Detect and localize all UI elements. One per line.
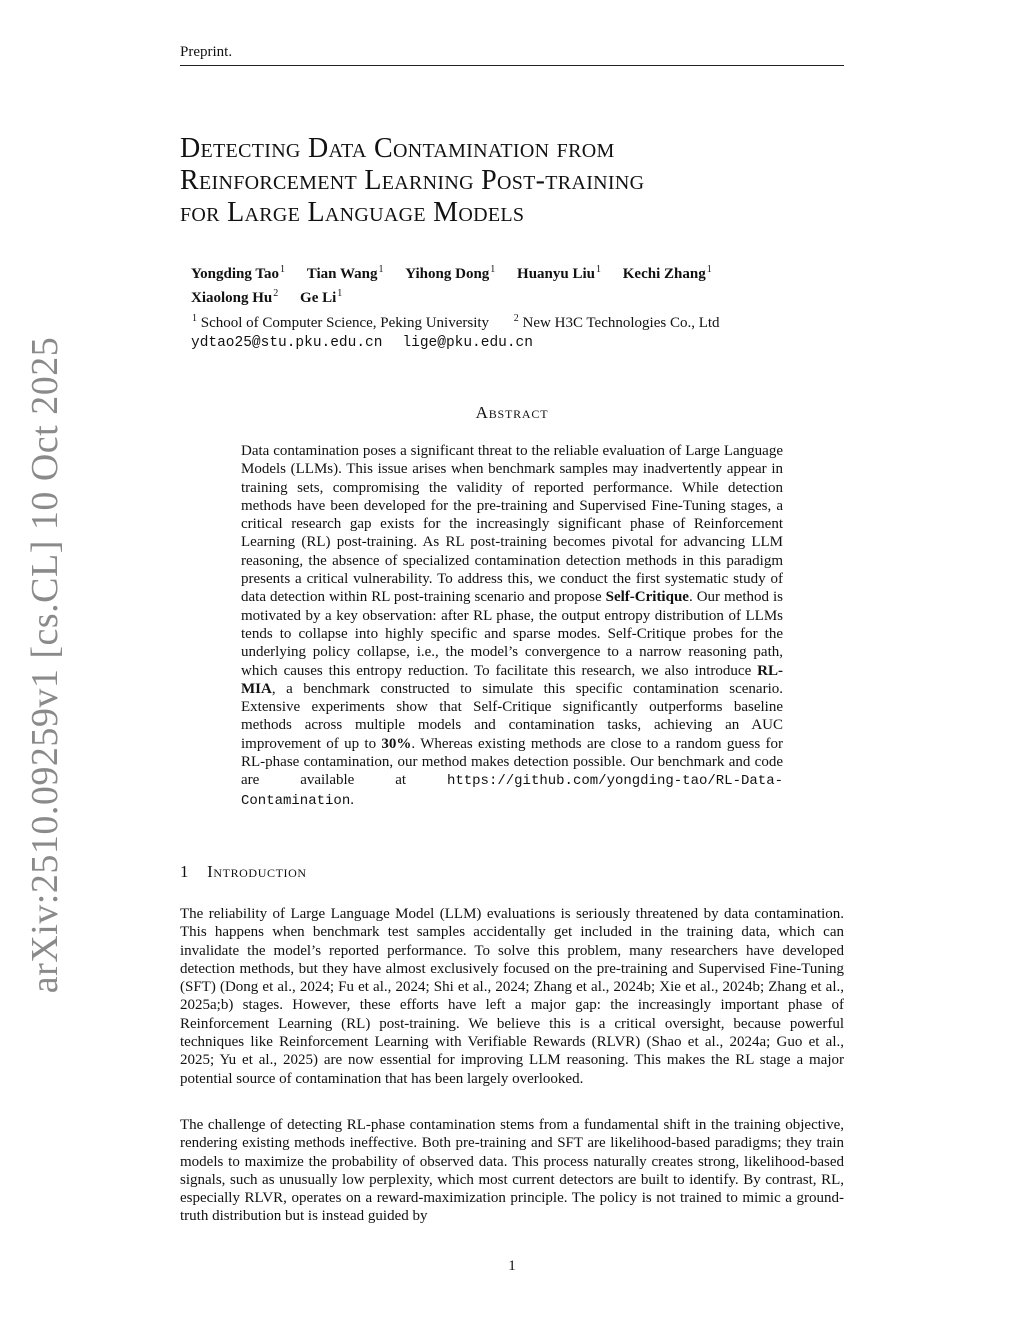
email-link[interactable]: ydtao25@stu.pku.edu.cn xyxy=(191,335,383,351)
running-header: Preprint. xyxy=(180,44,233,60)
method-name-bold: Self-Critique xyxy=(605,589,689,606)
title-line-2: Reinforcement Learning Post-training xyxy=(180,165,645,196)
intro-paragraph-1: The reliability of Large Language Model (LLM) evaluations is seriously threatened by data contamination. This happens when benchmark test samples accidentally get included in the training data, which can invalidate the model’s reported performance. To solve this problem, many researchers have developed detection methods, but they have almost exclusively focused on the pre-training and Supervised Fine-Tuning (SFT) (Dong et al., 2024; Fu et al., 2024; Shi et al., 2024; Zhang et al., 2024b; Xie et al., 2024b; Zhang et al., 2025a;b) stages. However, these efforts have left a major gap: the increasingly important phase of Reinforcement Learning (RL) post-training. We believe this is a critical oversight, because powerful techniques like Reinforcement Learning with Verifiable Rewards (RLVR) (Shao et al., 2024a; Guo et al., 2025; Yu et al., 2025) are now essential for improving LLM reasoning. This makes the RL stage a major potential source of contamination that has been largely overlooked. xyxy=(180,906,844,1087)
auc-improvement-bold: 30% xyxy=(381,735,412,752)
section-number: 1 xyxy=(180,862,190,881)
benchmark-name-bold: RL-MIA xyxy=(241,662,783,697)
header-rule xyxy=(180,65,844,66)
author-name: Xiaolong Hu$^2$ xyxy=(191,288,279,306)
section-heading xyxy=(180,862,307,882)
title-line-1: Detecting Data Contamination from xyxy=(180,133,615,164)
intro-paragraph-2: The challenge of detecting RL-phase contamination stems from a fundamental shift in the training objective, rendering existing methods ineffective. Both pre-training and SFT are likelihood-based paradigms; they train models to maximize the probability of observed data. This process naturally creates strong, likelihood-based signals, such as unusually low perplexity, which most current detectors are built to identify. By contrast, RL, especially RLVR, operates on a reward-maximization principle. The policy is not trained to mimic a ground-truth distribution but is instead guided by xyxy=(180,1117,844,1225)
section-title: Introduction xyxy=(207,862,307,881)
affiliations xyxy=(191,309,831,333)
affiliation: $^2$ New H3C Technologies Co., Ltd xyxy=(513,313,720,331)
author-name: Huanyu Liu$^1$ xyxy=(517,264,602,282)
author-name: Yongding Tao$^1$ xyxy=(191,264,285,282)
author-name: Ge Li$^1$ xyxy=(300,288,343,306)
affiliation: $^1$ School of Computer Science, Peking University xyxy=(192,313,490,331)
author-name: Kechi Zhang$^1$ xyxy=(622,264,712,282)
author-name: Yihong Dong$^1$ xyxy=(405,264,496,282)
author-row-2 xyxy=(191,284,831,308)
page-number: 1 xyxy=(508,1258,516,1274)
abstract-heading: Abstract xyxy=(475,403,549,422)
abstract-body: Data contamination poses a significant threat to the reliable evaluation of Large Language Models (LLMs). This issue arises when benchmark samples may inadvertently appear in training sets, compromising the validity of reported performance. While detection methods have been developed for the pre-training and Supervised Fine-Tuning stages, a critical research gap exists for the increasingly significant phase of Reinforcement Learning (RL) post-training. As RL post-training becomes pivotal for advancing LLM reasoning, the absence of specialized contamination detection methods in this paradigm presents a critical vulnerability. To address this, we conduct the first systematic study of data detection within RL post-training scenario and propose Self-Critique. Our method is motivated by a key observation: after RL phase, the output entropy distribution of LLMs tends to collapse into highly specific and sparse modes. Self-Critique probes for the underlying policy collapse, i.e., the model’s convergence to a narrow reasoning path, which causes this entropy reduction. To facilitate this research, we also introduce RL-MIA, a benchmark constructed to simulate this specific contamination scenario. Extensive experiments show that Self-Critique significantly outperforms baseline methods across multiple models and contamination tasks, achieving an AUC improvement of up to 30%. Whereas existing methods are close to a random guess for RL-phase contamination, our method makes detection possible. Our benchmark and code are available at https://github.com/yongding-tao/RL-Data-Contamination. xyxy=(241,443,784,809)
author-block xyxy=(191,260,831,353)
email-link[interactable]: lige@pku.edu.cn xyxy=(402,335,533,351)
paper-title xyxy=(180,133,844,229)
author-emails xyxy=(191,333,831,353)
title-line-3: for Large Language Models xyxy=(180,197,525,228)
author-name: Tian Wang$^1$ xyxy=(306,264,384,282)
arxiv-identifier-stamp: arXiv:2510.09259v1 [cs.CL] 10 Oct 2025 xyxy=(24,336,66,994)
author-row-1 xyxy=(191,260,831,284)
repository-link[interactable]: https://github.com/yongding-tao/RL-Data-Contamination xyxy=(241,773,783,809)
